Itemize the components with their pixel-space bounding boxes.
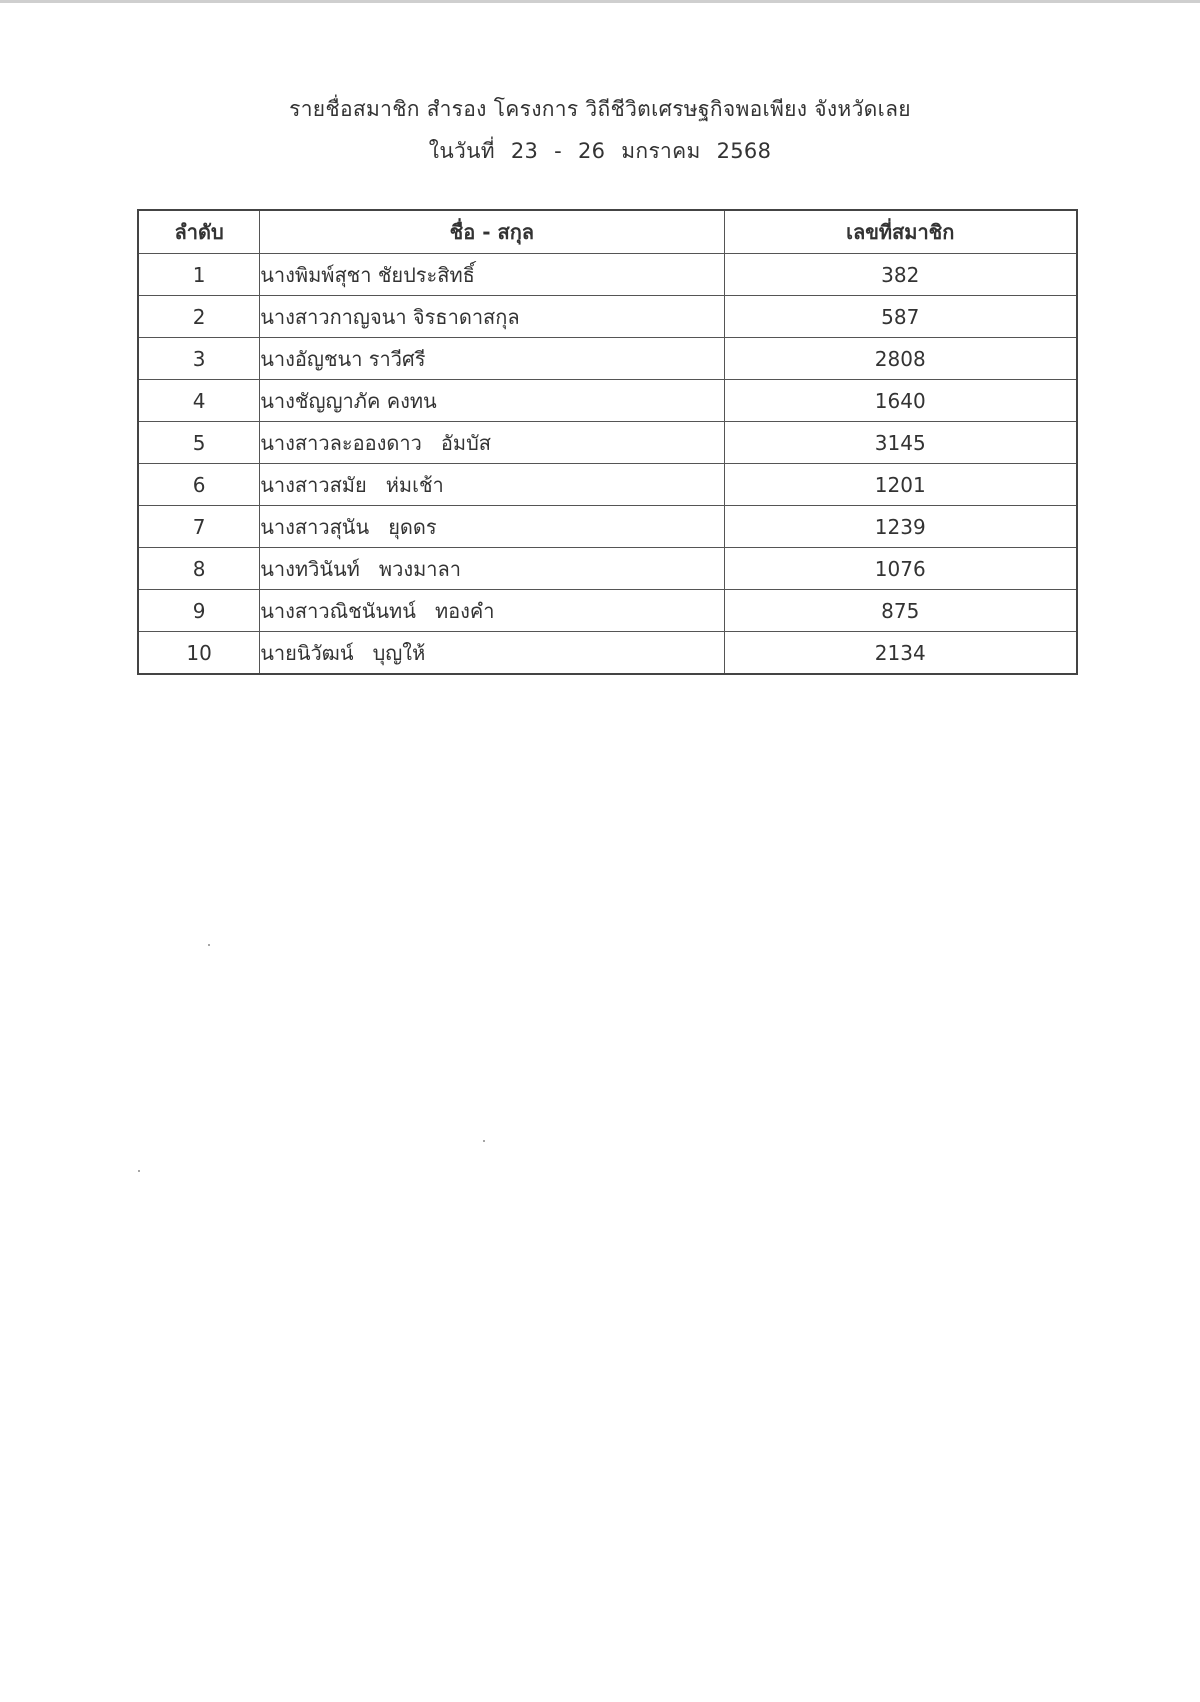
row-member-id: 2808 — [724, 338, 1077, 380]
row-name: นางพิมพ์สุชา ชัยประสิทธิ์ — [260, 254, 724, 296]
header-no: ลำดับ — [138, 210, 260, 254]
row-member-id: 1239 — [724, 506, 1077, 548]
table-row — [138, 338, 1077, 380]
row-member-id: 1201 — [724, 464, 1077, 506]
row-no: 8 — [138, 548, 260, 590]
row-member-id: 1640 — [724, 380, 1077, 422]
row-member-id: 382 — [724, 254, 1077, 296]
row-name: นางสาวละอองดาว อัมบัส — [260, 422, 724, 464]
row-no: 6 — [138, 464, 260, 506]
scan-top-edge — [0, 0, 1200, 3]
row-no: 10 — [138, 632, 260, 675]
row-no: 9 — [138, 590, 260, 632]
document-title: รายชื่อสมาชิก สำรอง โครงการ วิถีชีวิตเศรษฐกิจพอเพียง จังหวัดเลย — [289, 97, 911, 121]
row-member-id: 1076 — [724, 548, 1077, 590]
row-name: นางสาวสุนัน ยุดดร — [260, 506, 724, 548]
row-no: 1 — [138, 254, 260, 296]
row-no: 2 — [138, 296, 260, 338]
row-member-id: 3145 — [724, 422, 1077, 464]
document-date: ในวันที่ 23 - 26 มกราคม 2568 — [428, 139, 772, 163]
document-header — [0, 88, 1200, 172]
row-name: นายนิวัฒน์ บุญให้ — [260, 632, 724, 675]
row-no: 3 — [138, 338, 260, 380]
table-row — [138, 422, 1077, 464]
scan-speck — [483, 1140, 485, 1142]
row-no: 7 — [138, 506, 260, 548]
scan-speck — [208, 944, 210, 946]
table-row — [138, 296, 1077, 338]
row-no: 5 — [138, 422, 260, 464]
table-row — [138, 590, 1077, 632]
table-row — [138, 506, 1077, 548]
row-name: นางทวินันท์ พวงมาลา — [260, 548, 724, 590]
row-member-id: 2134 — [724, 632, 1077, 675]
table-row — [138, 548, 1077, 590]
row-name: นางสาวณิชนันทน์ ทองคำ — [260, 590, 724, 632]
table-row — [138, 464, 1077, 506]
table-row — [138, 632, 1077, 675]
header-member-id: เลขที่สมาชิก — [724, 210, 1077, 254]
row-no: 4 — [138, 380, 260, 422]
row-name: นางสาวกาญจนา จิรธาดาสกุล — [260, 296, 724, 338]
table-header-row — [138, 210, 1077, 254]
row-member-id: 587 — [724, 296, 1077, 338]
row-name: นางอัญชนา ราวีศรี — [260, 338, 724, 380]
table-row — [138, 254, 1077, 296]
row-member-id: 875 — [724, 590, 1077, 632]
member-table — [137, 209, 1078, 675]
header-name: ชื่อ - สกุล — [260, 210, 724, 254]
row-name: นางชัญญาภัค คงทน — [260, 380, 724, 422]
table-row — [138, 380, 1077, 422]
row-name: นางสาวสมัย ห่มเช้า — [260, 464, 724, 506]
scan-speck — [138, 1170, 140, 1172]
